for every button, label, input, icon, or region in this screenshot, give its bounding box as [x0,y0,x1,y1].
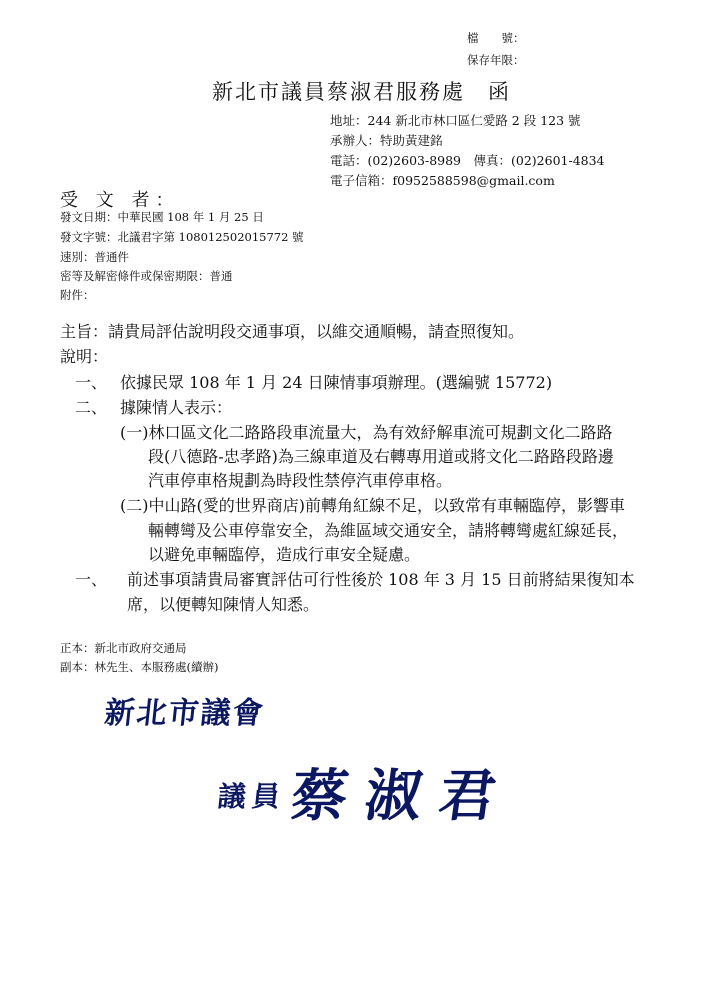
item-1-number: 一、 [75,373,108,392]
sub-item-1-line-3: 汽車停車格規劃為時段性禁停汽車停車格。 [148,471,453,490]
document-title: 新北市議員蔡淑君服務處 函 [212,80,511,104]
sub-item-2-line-3: 以避免車輛臨停，造成行車安全疑慮。 [148,545,421,564]
council-stamp: 新北市議會 [102,696,267,731]
attachments: 附件： [60,288,95,302]
item-3-line-2: 席，以便轉知陳情人知悉。 [127,595,320,614]
signature-name: 蔡淑君 [286,763,519,829]
item-3-line-1: 前述事項請貴局審實評估可行性後於 108 年 3 月 15 日前將結果復知本 [127,570,635,589]
secrecy-level: 密等及解密條件或保密期限：普通 [60,269,233,283]
item-3-number: 一、 [75,570,108,589]
item-2-text: 據陳情人表示： [120,398,233,417]
email: 電子信箱：f0952588598@gmail.com [330,173,555,188]
signature-role: 議員 [216,780,288,813]
sub-item-2-line-2: 輛轉彎及公車停靠安全，為維區域交通安全，請將轉彎處紅線延長， [148,521,629,540]
file-number-label: 檔 號： [467,31,525,45]
sub-item-2-line-1: (二)中山路(愛的世界商店)前轉角紅線不足，以致常有車輛臨停，影響車 [120,496,625,515]
subject-line: 主旨：請貴局評估說明段交通事項，以維交通順暢，請查照復知。 [60,322,525,341]
sub-item-1-line-1: (一)林口區文化二路路段車流量大，為有效紓解車流可規劃文化二路路 [120,423,613,442]
office-address: 地址：244 新北市林口區仁愛路 2 段 123 號 [330,113,581,128]
primary-recipient: 正本：新北市政府交通局 [60,641,187,655]
phone-fax: 電話：(02)2603-8989 傳真：(02)2601-4834 [330,153,605,168]
sub-item-1-line-2: 段(八德路-忠孝路)為三線車道及右轉專用道或將文化二路路段路邊 [148,447,614,466]
explanation-label: 說明： [60,347,109,366]
copy-recipient: 副本：林先生、本服務處(續辦) [60,660,219,674]
send-date: 發文日期：中華民國 108 年 1 月 25 日 [60,210,264,224]
retention-label: 保存年限： [467,53,525,67]
delivery-speed: 速別：普通件 [60,250,129,264]
handler: 承辦人：特助黃建銘 [330,133,443,148]
item-2-number: 二、 [75,398,108,417]
recipient-label: 受 文 者： [60,190,180,211]
item-1-text: 依據民眾 108 年 1 月 24 日陳情事項辦理。(選編號 15772) [120,373,553,392]
send-number: 發文字號：北議君字第 108012502015772 號 [60,230,304,244]
